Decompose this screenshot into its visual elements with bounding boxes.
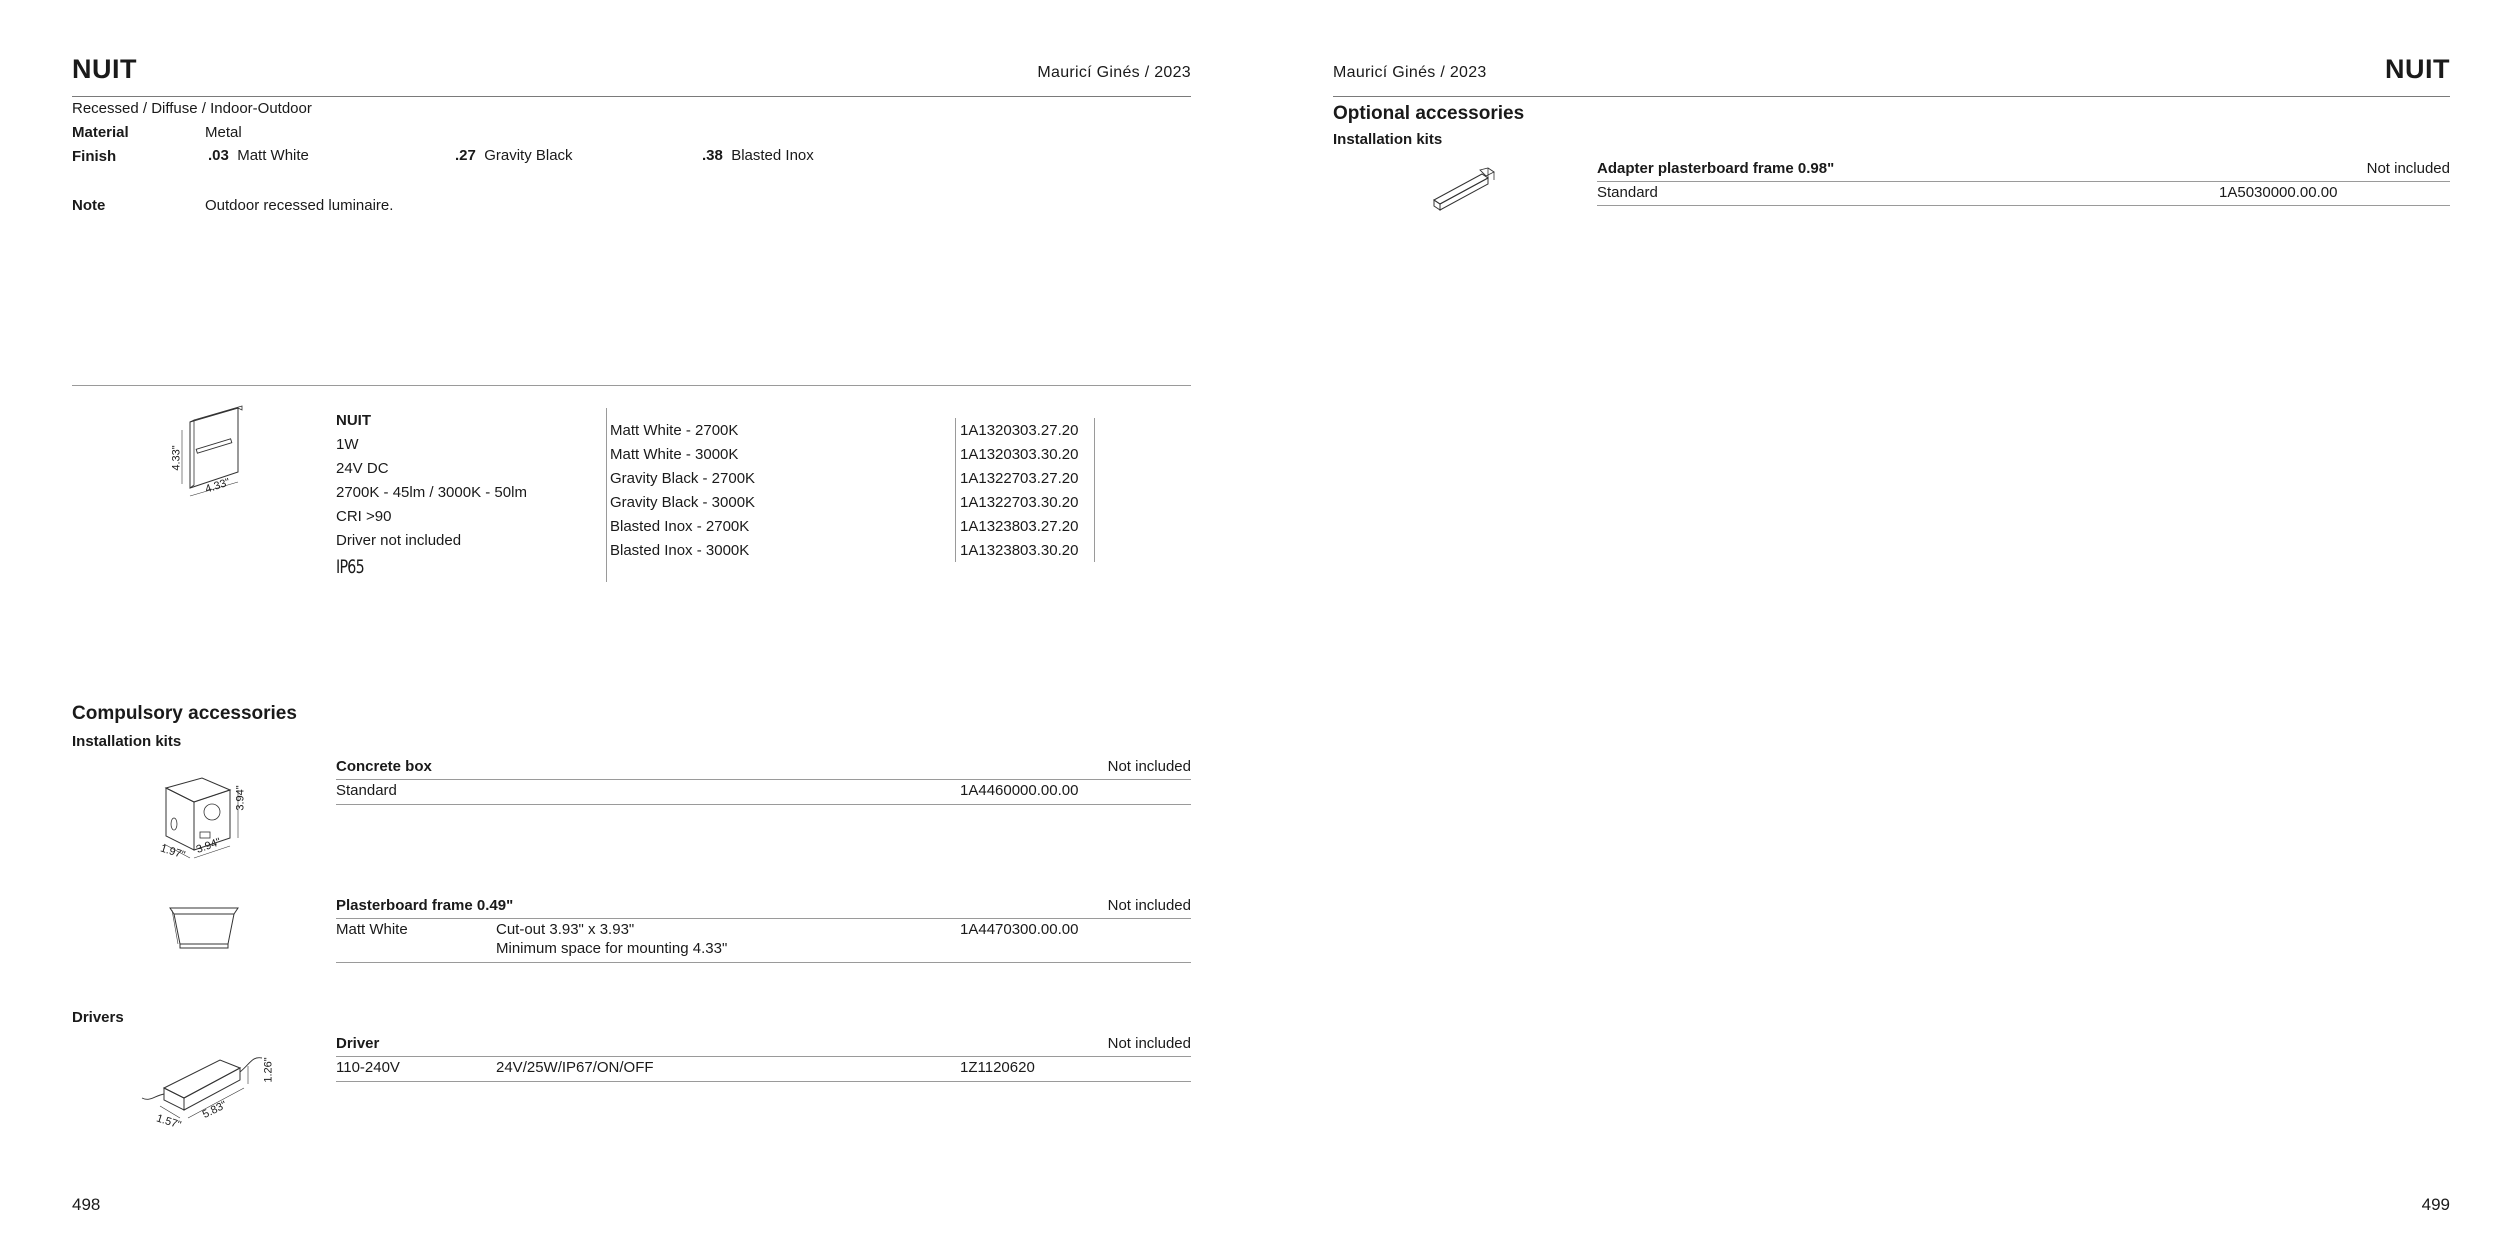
table-divider (336, 1081, 1191, 1082)
concrete-box-status: Not included (1107, 758, 1191, 775)
adapter-status: Not included (2366, 160, 2450, 177)
plasterboard-frame-mounting: Minimum space for mounting 4.33" (496, 940, 728, 957)
table-divider (1597, 181, 2450, 182)
adapter-code: 1A5030000.00.00 (2219, 184, 2338, 201)
page-number-left: 498 (72, 1195, 101, 1214)
table-divider (336, 779, 1191, 780)
variant-name: Matt White - 2700K (610, 422, 739, 439)
installation-kits-label: Installation kits (72, 733, 182, 750)
concrete-box-code: 1A4460000.00.00 (960, 782, 1079, 799)
variant-code: 1A1320303.27.20 (960, 422, 1079, 439)
brand-title: NUIT (2385, 54, 2450, 84)
finish-code: .03 (208, 147, 229, 164)
spec-ip-rating: IP65 (336, 556, 364, 578)
driver-dim-length: 5.83" (200, 1099, 229, 1121)
concrete-box-variant: Standard (336, 782, 397, 799)
variant-name: Matt White - 3000K (610, 446, 739, 463)
spec-voltage: 24V DC (336, 460, 389, 477)
variant-name: Blasted Inox - 2700K (610, 518, 750, 535)
spec-driver: Driver not included (336, 532, 462, 549)
plasterboard-frame-cutout: Cut-out 3.93" x 3.93" (496, 921, 635, 938)
driver-variant: 110-240V (336, 1059, 400, 1076)
table-divider (1597, 205, 2450, 206)
finish-name: Gravity Black (484, 147, 573, 164)
page-number-right: 499 (2421, 1195, 2450, 1214)
drivers-label: Drivers (72, 1009, 124, 1026)
note-value: Outdoor recessed luminaire. (205, 197, 394, 214)
variant-table-mid-border (955, 418, 956, 562)
driver-desc: 24V/25W/IP67/ON/OFF (496, 1059, 654, 1076)
plasterboard-frame-code: 1A4470300.00.00 (960, 921, 1079, 938)
product-subtitle: Recessed / Diffuse / Indoor-Outdoor (72, 100, 312, 117)
finish-code: .27 (455, 147, 476, 164)
material-label: Material (72, 124, 129, 141)
variant-table-left-border (606, 408, 607, 582)
box-dim-height: 3.94" (234, 785, 247, 811)
plasterboard-frame-sketch-icon (168, 904, 240, 954)
variant-name: Blasted Inox - 3000K (610, 542, 750, 559)
finish-name: Matt White (237, 147, 309, 164)
driver-code: 1Z1120620 (960, 1059, 1035, 1076)
driver-status: Not included (1107, 1035, 1191, 1052)
driver-title: Driver (336, 1035, 380, 1052)
table-divider (336, 962, 1191, 963)
dim-height-label: 4.33" (170, 445, 183, 471)
variant-name: Gravity Black - 3000K (610, 494, 756, 511)
driver-dim-height: 1.26" (262, 1057, 275, 1083)
adapter-variant: Standard (1597, 184, 1658, 201)
adapter-frame-sketch-icon (1430, 164, 1500, 214)
variant-code: 1A1320303.30.20 (960, 446, 1079, 463)
box-dim-depth: 1.97" (158, 842, 187, 862)
table-divider (336, 918, 1191, 919)
driver-dim-depth: 1.57" (154, 1112, 183, 1132)
table-divider (336, 804, 1191, 805)
plasterboard-frame-status: Not included (1107, 897, 1191, 914)
concrete-box-title: Concrete box (336, 758, 432, 775)
box-dim-width: 3.94" (194, 836, 223, 856)
variant-code: 1A1322703.30.20 (960, 494, 1079, 511)
installation-kits-label: Installation kits (1333, 131, 1443, 148)
spec-color-temp: 2700K - 45lm / 3000K - 50lm (336, 484, 527, 501)
material-value: Metal (205, 124, 242, 141)
designer-credit: Mauricí Ginés / 2023 (1037, 64, 1191, 81)
note-label: Note (72, 197, 106, 214)
dim-width-label: 4.33" (203, 476, 232, 496)
finish-code: .38 (702, 147, 723, 164)
header-divider (72, 96, 1191, 97)
finish-name: Blasted Inox (731, 147, 814, 164)
variant-code: 1A1322703.27.20 (960, 470, 1079, 487)
variant-table-right-border (1094, 418, 1095, 562)
finish-option (702, 147, 814, 164)
variant-code: 1A1323803.30.20 (960, 542, 1079, 559)
designer-credit: Mauricí Ginés / 2023 (1333, 64, 1487, 81)
compulsory-accessories-title: Compulsory accessories (72, 703, 297, 724)
finish-label: Finish (72, 148, 117, 165)
finish-option (208, 147, 309, 164)
optional-accessories-title: Optional accessories (1333, 103, 1525, 124)
plasterboard-frame-title: Plasterboard frame 0.49" (336, 897, 514, 914)
finish-option (455, 147, 573, 164)
variant-name: Gravity Black - 2700K (610, 470, 756, 487)
spec-cri: CRI >90 (336, 508, 392, 525)
adapter-title: Adapter plasterboard frame 0.98" (1597, 160, 1835, 177)
plasterboard-frame-variant: Matt White (336, 921, 408, 938)
spec-power: 1W (336, 436, 359, 453)
table-divider (336, 1056, 1191, 1057)
brand-title: NUIT (72, 54, 137, 84)
variant-code: 1A1323803.27.20 (960, 518, 1079, 535)
header-divider (1333, 96, 2450, 97)
spec-product-name: NUIT (336, 412, 371, 429)
section-divider (72, 385, 1191, 386)
